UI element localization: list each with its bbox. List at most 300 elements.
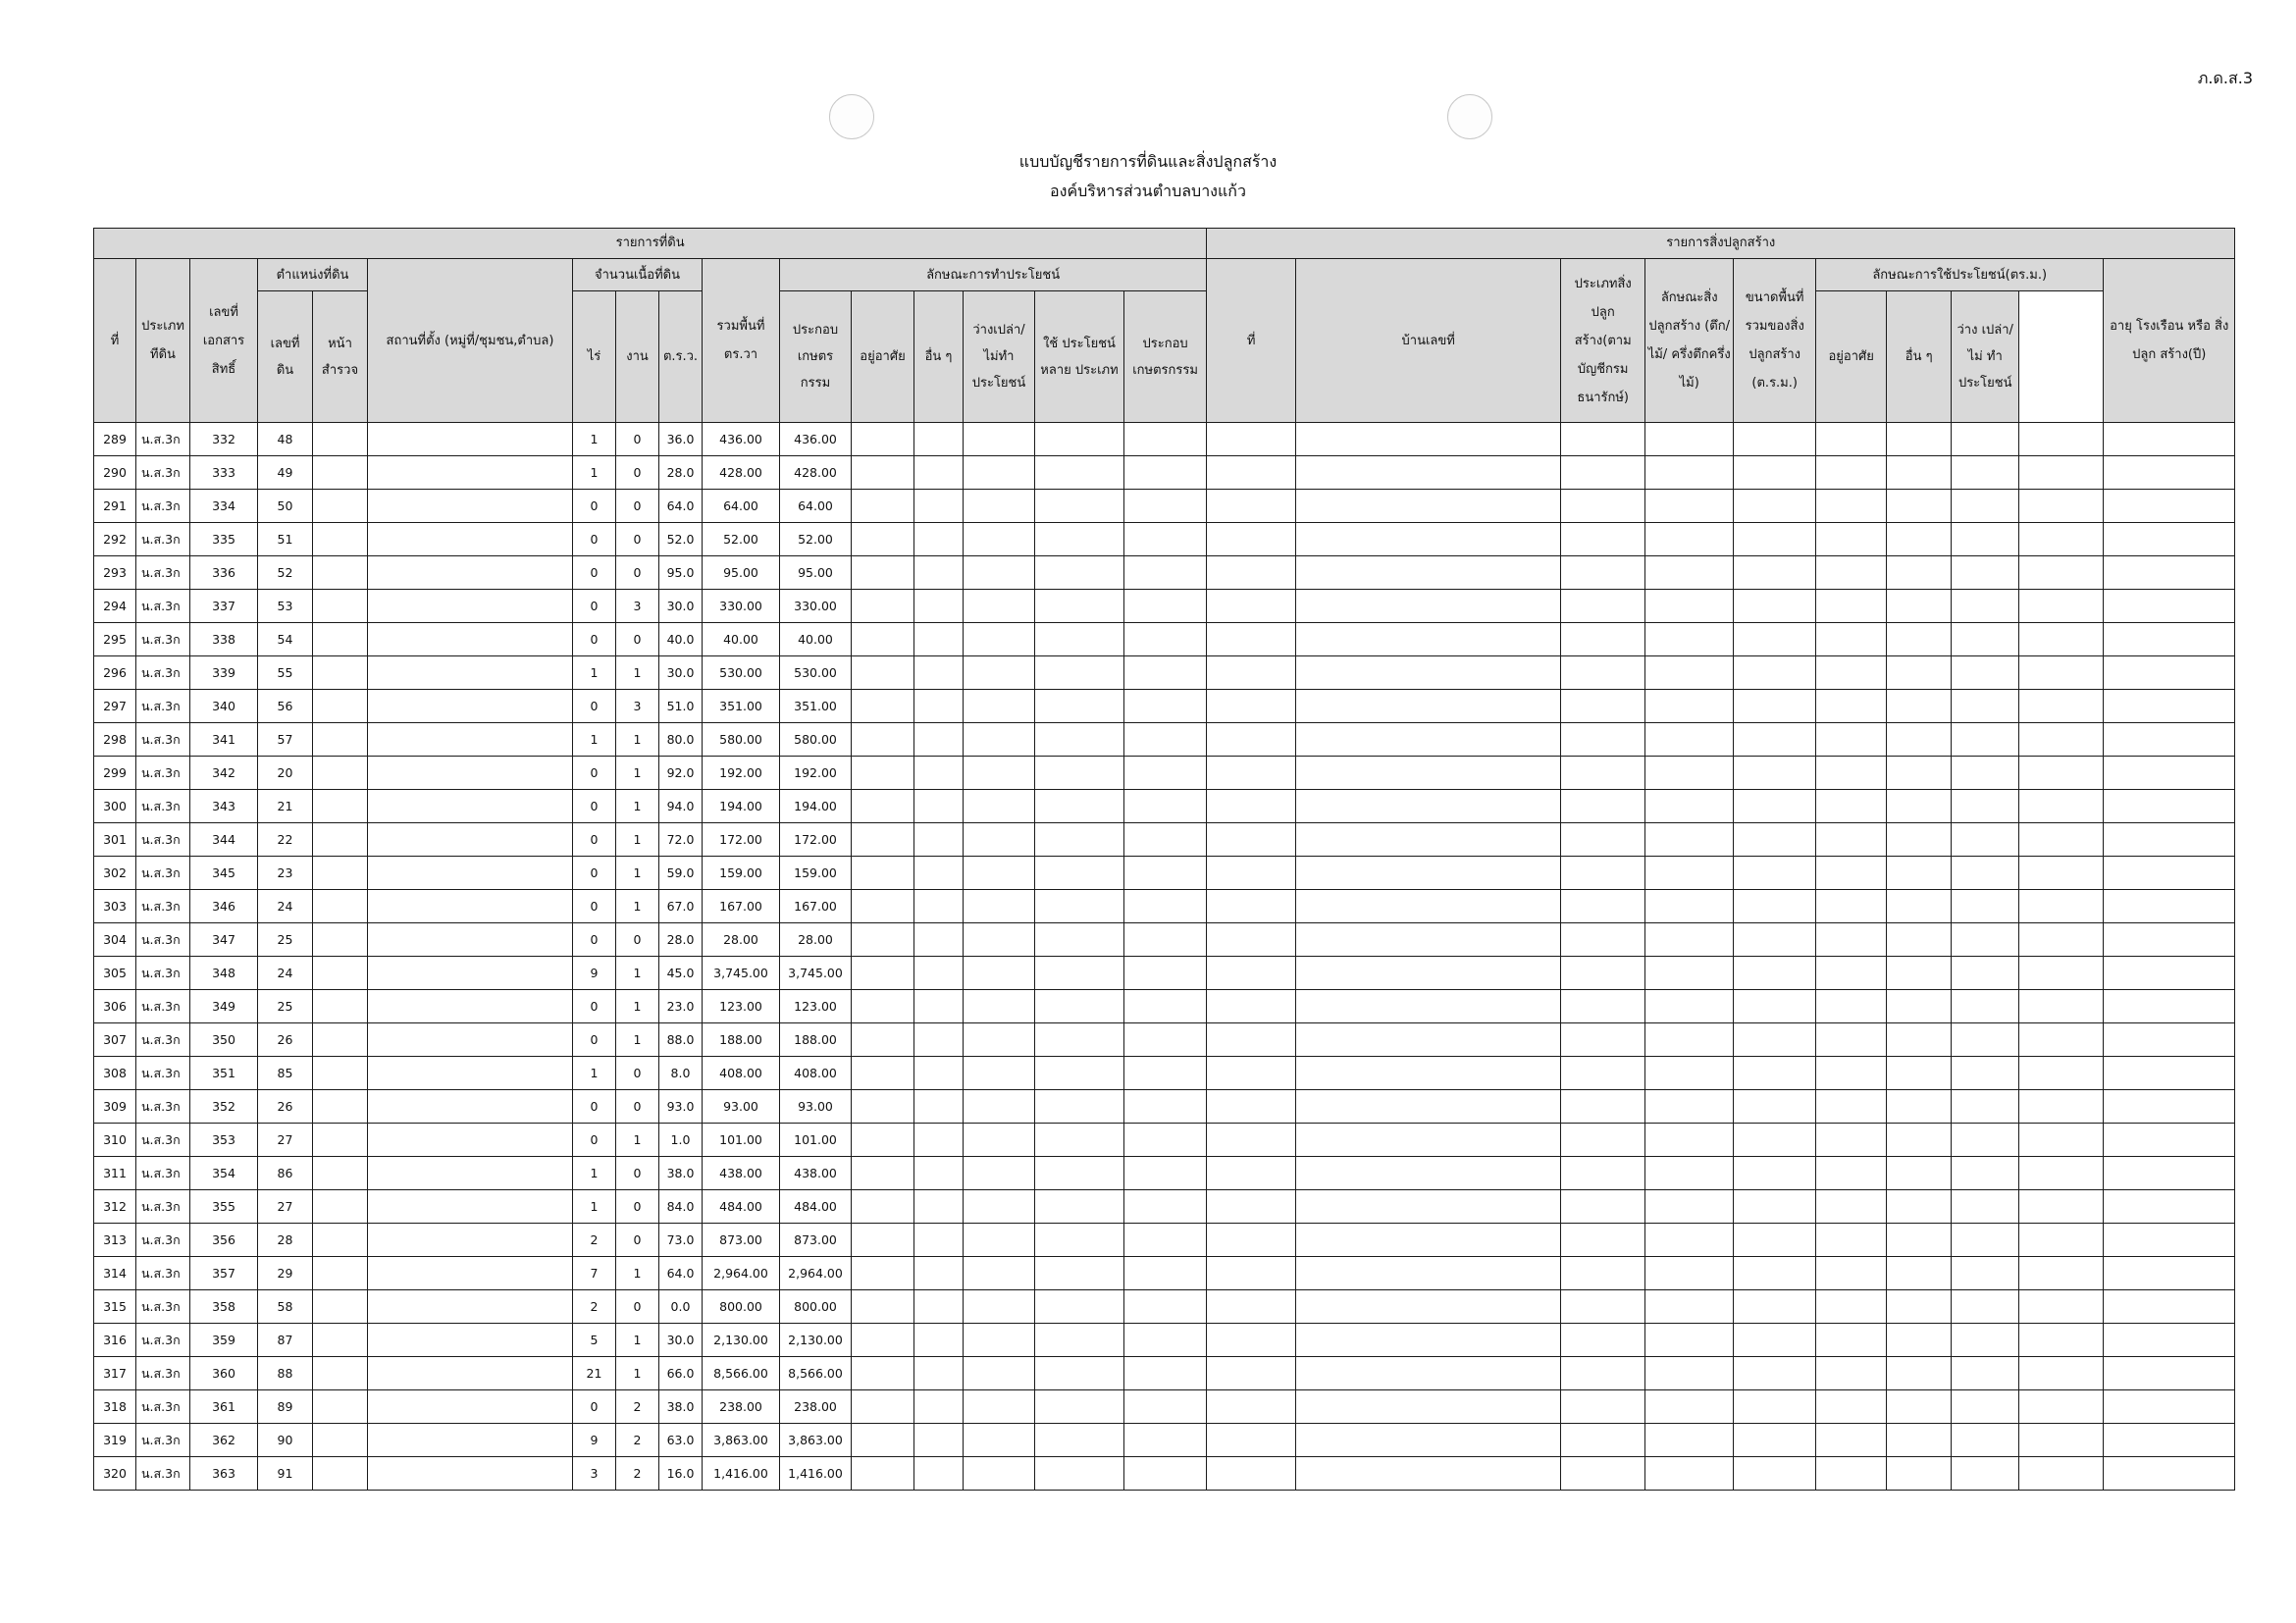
row-total-area: 2,130.00 (703, 1324, 780, 1357)
empty-cell (1035, 623, 1124, 656)
row-sqwa: 40.0 (659, 623, 703, 656)
empty-cell (1952, 790, 2019, 823)
row-ngan: 1 (616, 656, 659, 690)
empty-cell (1734, 723, 1816, 757)
row-land-no: 55 (258, 656, 313, 690)
row-sqwa: 30.0 (659, 656, 703, 690)
empty-cell (1645, 890, 1734, 923)
ledger-body (94, 423, 2235, 1491)
row-land-no: 56 (258, 690, 313, 723)
table-row (94, 556, 2235, 590)
empty-cell (852, 1324, 914, 1357)
row-doc-type: น.ส.3ก (136, 823, 190, 857)
empty-cell (1561, 723, 1645, 757)
row-no: 298 (94, 723, 136, 757)
row-total-area: 1,416.00 (703, 1457, 780, 1491)
row-doc-no: 345 (190, 857, 258, 890)
table-row (94, 1090, 2235, 1124)
empty-cell (852, 523, 914, 556)
empty-cell (1561, 690, 1645, 723)
empty-cell (1952, 423, 2019, 456)
empty-cell (1887, 1357, 1952, 1390)
empty-cell (964, 556, 1035, 590)
empty-cell (914, 523, 964, 556)
empty-cell (1952, 1090, 2019, 1124)
empty-cell (1207, 690, 1296, 723)
row-no: 306 (94, 990, 136, 1023)
row-use-agri: 188.00 (780, 1023, 852, 1057)
row-rai: 0 (573, 623, 616, 656)
empty-cell (2019, 1023, 2104, 1057)
row-ngan: 0 (616, 1190, 659, 1224)
row-rai: 0 (573, 1390, 616, 1424)
row-doc-type: น.ส.3ก (136, 1157, 190, 1190)
row-no: 292 (94, 523, 136, 556)
empty-cell (1035, 1257, 1124, 1290)
empty-cell (1296, 490, 1561, 523)
empty-cell (1816, 823, 1887, 857)
row-use-agri: 428.00 (780, 456, 852, 490)
row-ngan: 3 (616, 690, 659, 723)
empty-cell (852, 623, 914, 656)
header-house-no: บ้านเลขที่ (1296, 259, 1561, 423)
empty-cell (1207, 1224, 1296, 1257)
empty-cell (1035, 456, 1124, 490)
empty-cell (1645, 857, 1734, 890)
row-ngan: 1 (616, 757, 659, 790)
empty-cell (368, 1190, 573, 1224)
empty-cell (914, 656, 964, 690)
empty-cell (1816, 1090, 1887, 1124)
row-no: 311 (94, 1157, 136, 1190)
table-row (94, 757, 2235, 790)
empty-cell (1561, 423, 1645, 456)
row-use-agri: 93.00 (780, 1090, 852, 1124)
empty-cell (1816, 423, 1887, 456)
row-sqwa: 36.0 (659, 423, 703, 456)
row-doc-no: 333 (190, 456, 258, 490)
row-use-agri: 167.00 (780, 890, 852, 923)
empty-cell (1124, 690, 1207, 723)
empty-cell (852, 1424, 914, 1457)
empty-cell (1952, 1457, 2019, 1491)
header-building-area: ขนาดพื้นที่ รวมของสิ่ง ปลูกสร้าง (ต.ร.ม.) (1734, 259, 1816, 423)
empty-cell (2104, 1157, 2235, 1190)
empty-cell (1645, 823, 1734, 857)
empty-cell (852, 556, 914, 590)
empty-cell (914, 790, 964, 823)
row-use-agri: 873.00 (780, 1224, 852, 1257)
row-use-agri: 330.00 (780, 590, 852, 623)
empty-cell (1035, 790, 1124, 823)
empty-cell (1296, 623, 1561, 656)
empty-cell (1645, 690, 1734, 723)
empty-cell (1887, 1457, 1952, 1491)
row-sqwa: 88.0 (659, 1023, 703, 1057)
row-use-agri: 530.00 (780, 656, 852, 690)
row-land-no: 52 (258, 556, 313, 590)
empty-cell (1207, 1090, 1296, 1124)
empty-cell (2019, 1324, 2104, 1357)
empty-cell (368, 556, 573, 590)
empty-cell (2104, 990, 2235, 1023)
empty-cell (1124, 1090, 1207, 1124)
row-doc-type: น.ส.3ก (136, 1290, 190, 1324)
empty-cell (2019, 923, 2104, 957)
empty-cell (313, 1457, 368, 1491)
empty-cell (368, 523, 573, 556)
table-row (94, 890, 2235, 923)
row-no: 304 (94, 923, 136, 957)
row-rai: 0 (573, 690, 616, 723)
row-land-no: 26 (258, 1090, 313, 1124)
empty-cell (1734, 957, 1816, 990)
empty-cell (1296, 423, 1561, 456)
empty-cell (964, 1257, 1035, 1290)
empty-cell (2019, 556, 2104, 590)
empty-cell (1124, 490, 1207, 523)
empty-cell (914, 1090, 964, 1124)
empty-cell (1296, 590, 1561, 623)
row-doc-type: น.ส.3ก (136, 923, 190, 957)
empty-cell (368, 823, 573, 857)
empty-cell (368, 456, 573, 490)
empty-cell (1887, 1090, 1952, 1124)
empty-cell (1887, 1390, 1952, 1424)
empty-cell (313, 590, 368, 623)
empty-cell (1645, 757, 1734, 790)
row-ngan: 0 (616, 490, 659, 523)
empty-cell (2104, 1224, 2235, 1257)
empty-cell (1887, 1057, 1952, 1090)
row-land-no: 48 (258, 423, 313, 456)
empty-cell (2019, 1157, 2104, 1190)
row-doc-type: น.ส.3ก (136, 690, 190, 723)
table-row (94, 1424, 2235, 1457)
row-ngan: 0 (616, 456, 659, 490)
empty-cell (914, 1357, 964, 1390)
empty-cell (914, 1057, 964, 1090)
row-no: 290 (94, 456, 136, 490)
row-doc-no: 343 (190, 790, 258, 823)
empty-cell (1561, 1124, 1645, 1157)
empty-cell (852, 923, 914, 957)
empty-cell (1207, 957, 1296, 990)
row-doc-type: น.ส.3ก (136, 623, 190, 656)
empty-cell (1887, 656, 1952, 690)
header-building-type: ประเภทสิ่งปลูกสร้าง(ตามบัญชีกรมธนารักษ์) (1561, 259, 1645, 423)
table-row (94, 1457, 2235, 1491)
table-row (94, 1257, 2235, 1290)
empty-cell (964, 923, 1035, 957)
empty-cell (1207, 1190, 1296, 1224)
empty-cell (1887, 1157, 1952, 1190)
row-no: 305 (94, 957, 136, 990)
empty-cell (1952, 690, 2019, 723)
empty-cell (2019, 1424, 2104, 1457)
empty-cell (914, 923, 964, 957)
empty-cell (1952, 923, 2019, 957)
empty-cell (1645, 656, 1734, 690)
row-doc-type: น.ส.3ก (136, 1457, 190, 1491)
empty-cell (1887, 757, 1952, 790)
empty-cell (1952, 857, 2019, 890)
row-total-area: 194.00 (703, 790, 780, 823)
empty-cell (1734, 1190, 1816, 1224)
empty-cell (852, 656, 914, 690)
row-doc-no: 334 (190, 490, 258, 523)
row-total-area: 438.00 (703, 1157, 780, 1190)
empty-cell (1296, 957, 1561, 990)
empty-cell (1816, 1324, 1887, 1357)
empty-cell (1124, 1357, 1207, 1390)
empty-cell (2104, 656, 2235, 690)
row-total-area: 52.00 (703, 523, 780, 556)
empty-cell (1816, 1390, 1887, 1424)
row-sqwa: 94.0 (659, 790, 703, 823)
empty-cell (1734, 823, 1816, 857)
row-doc-type: น.ส.3ก (136, 1124, 190, 1157)
row-use-agri: 2,964.00 (780, 1257, 852, 1290)
empty-cell (1035, 1457, 1124, 1491)
empty-cell (1207, 456, 1296, 490)
row-land-no: 90 (258, 1424, 313, 1457)
empty-cell (1035, 1023, 1124, 1057)
empty-cell (313, 823, 368, 857)
empty-cell (313, 456, 368, 490)
land-group-header: รายการที่ดิน (94, 229, 1207, 259)
empty-cell (313, 957, 368, 990)
empty-cell (914, 1023, 964, 1057)
row-ngan: 1 (616, 990, 659, 1023)
row-no: 293 (94, 556, 136, 590)
table-row (94, 423, 2235, 456)
empty-cell (368, 790, 573, 823)
empty-cell (1561, 1424, 1645, 1457)
empty-cell (852, 1390, 914, 1424)
empty-cell (1561, 923, 1645, 957)
empty-cell (1124, 590, 1207, 623)
row-land-no: 23 (258, 857, 313, 890)
row-land-no: 85 (258, 1057, 313, 1090)
header-use-group: ลักษณะการทำประโยชน์ (780, 259, 1207, 291)
row-ngan: 0 (616, 1057, 659, 1090)
row-land-no: 27 (258, 1124, 313, 1157)
row-doc-no: 361 (190, 1390, 258, 1424)
row-no: 299 (94, 757, 136, 790)
row-rai: 1 (573, 1157, 616, 1190)
empty-cell (1887, 456, 1952, 490)
row-ngan: 1 (616, 1324, 659, 1357)
empty-cell (1207, 1290, 1296, 1324)
empty-cell (368, 757, 573, 790)
empty-cell (914, 456, 964, 490)
empty-cell (1124, 757, 1207, 790)
empty-cell (1561, 1457, 1645, 1491)
table-row (94, 656, 2235, 690)
empty-cell (1296, 1023, 1561, 1057)
empty-cell (1207, 490, 1296, 523)
empty-cell (1296, 1357, 1561, 1390)
row-use-agri: 3,863.00 (780, 1424, 852, 1457)
row-rai: 1 (573, 656, 616, 690)
row-rai: 21 (573, 1357, 616, 1390)
header-use-resid: อยู่อาศัย (852, 291, 914, 423)
empty-cell (1887, 1124, 1952, 1157)
empty-cell (368, 423, 573, 456)
empty-cell (1645, 1224, 1734, 1257)
empty-cell (2104, 1090, 2235, 1124)
empty-cell (1124, 1290, 1207, 1324)
empty-cell (852, 957, 914, 990)
empty-cell (1207, 1357, 1296, 1390)
row-land-no: 89 (258, 1390, 313, 1424)
empty-cell (368, 957, 573, 990)
empty-cell (964, 1090, 1035, 1124)
empty-cell (1645, 1390, 1734, 1424)
row-land-no: 24 (258, 890, 313, 923)
row-total-area: 2,964.00 (703, 1257, 780, 1290)
empty-cell (1816, 1157, 1887, 1190)
empty-cell (964, 456, 1035, 490)
empty-cell (1952, 1390, 2019, 1424)
empty-cell (1207, 923, 1296, 957)
empty-cell (964, 1224, 1035, 1257)
row-total-area: 330.00 (703, 590, 780, 623)
empty-cell (1734, 1390, 1816, 1424)
empty-cell (852, 456, 914, 490)
empty-cell (1124, 1057, 1207, 1090)
table-row (94, 523, 2235, 556)
empty-cell (1561, 757, 1645, 790)
empty-cell (2104, 1190, 2235, 1224)
row-land-no: 28 (258, 1224, 313, 1257)
empty-cell (1124, 1457, 1207, 1491)
empty-cell (1124, 890, 1207, 923)
header-doc-type: ประเภททีดิน (136, 259, 190, 423)
empty-cell (1124, 723, 1207, 757)
row-rai: 1 (573, 1057, 616, 1090)
empty-cell (1816, 623, 1887, 656)
empty-cell (2104, 757, 2235, 790)
empty-cell (1887, 490, 1952, 523)
empty-cell (852, 1190, 914, 1224)
empty-cell (1561, 623, 1645, 656)
row-no: 300 (94, 790, 136, 823)
empty-cell (313, 656, 368, 690)
document-titles (0, 147, 2296, 206)
empty-cell (852, 790, 914, 823)
row-ngan: 1 (616, 890, 659, 923)
empty-cell (313, 1424, 368, 1457)
empty-cell (313, 1057, 368, 1090)
empty-cell (313, 690, 368, 723)
row-sqwa: 64.0 (659, 490, 703, 523)
row-total-area: 3,745.00 (703, 957, 780, 990)
empty-cell (1561, 556, 1645, 590)
empty-cell (1887, 1023, 1952, 1057)
empty-cell (1124, 556, 1207, 590)
empty-cell (368, 1324, 573, 1357)
row-doc-type: น.ส.3ก (136, 456, 190, 490)
row-sqwa: 80.0 (659, 723, 703, 757)
row-total-area: 580.00 (703, 723, 780, 757)
row-ngan: 1 (616, 1023, 659, 1057)
row-sqwa: 30.0 (659, 590, 703, 623)
empty-cell (1816, 1190, 1887, 1224)
empty-cell (1734, 1457, 1816, 1491)
empty-cell (1816, 957, 1887, 990)
empty-cell (1816, 1057, 1887, 1090)
row-total-area: 3,863.00 (703, 1424, 780, 1457)
empty-cell (2104, 790, 2235, 823)
empty-cell (964, 1124, 1035, 1157)
empty-cell (1816, 556, 1887, 590)
empty-cell (1035, 890, 1124, 923)
empty-cell (1952, 1290, 2019, 1324)
empty-cell (852, 890, 914, 923)
row-land-no: 20 (258, 757, 313, 790)
table-row (94, 923, 2235, 957)
empty-cell (1207, 556, 1296, 590)
empty-cell (1734, 656, 1816, 690)
empty-cell (914, 957, 964, 990)
header-use-vacant: ว่างเปล่า/ ไม่ทำ ประโยชน์ (964, 291, 1035, 423)
row-sqwa: 23.0 (659, 990, 703, 1023)
table-row (94, 1124, 2235, 1157)
empty-cell (1645, 990, 1734, 1023)
empty-cell (1734, 690, 1816, 723)
empty-cell (1887, 823, 1952, 857)
empty-cell (313, 990, 368, 1023)
empty-cell (1952, 1057, 2019, 1090)
row-ngan: 0 (616, 423, 659, 456)
empty-cell (2019, 957, 2104, 990)
empty-cell (368, 690, 573, 723)
row-ngan: 2 (616, 1424, 659, 1457)
empty-cell (1952, 1324, 2019, 1357)
empty-cell (1296, 857, 1561, 890)
empty-cell (1952, 1257, 2019, 1290)
empty-cell (964, 1390, 1035, 1424)
empty-cell (852, 423, 914, 456)
empty-cell (1207, 1390, 1296, 1424)
empty-cell (1035, 1324, 1124, 1357)
empty-cell (2019, 823, 2104, 857)
empty-cell (1296, 1057, 1561, 1090)
row-doc-type: น.ส.3ก (136, 1357, 190, 1390)
empty-cell (1561, 456, 1645, 490)
header-position: ตำแหน่งที่ดิน (258, 259, 368, 291)
empty-cell (914, 857, 964, 890)
empty-cell (1734, 1124, 1816, 1157)
empty-cell (1207, 656, 1296, 690)
empty-cell (1035, 1357, 1124, 1390)
row-doc-no: 337 (190, 590, 258, 623)
empty-cell (852, 1290, 914, 1324)
empty-cell (313, 1190, 368, 1224)
empty-cell (2019, 1357, 2104, 1390)
row-no: 303 (94, 890, 136, 923)
table-row (94, 690, 2235, 723)
row-rai: 0 (573, 1090, 616, 1124)
empty-cell (964, 757, 1035, 790)
empty-cell (1645, 456, 1734, 490)
empty-cell (2019, 1257, 2104, 1290)
empty-cell (1645, 590, 1734, 623)
empty-cell (1207, 1424, 1296, 1457)
empty-cell (313, 423, 368, 456)
